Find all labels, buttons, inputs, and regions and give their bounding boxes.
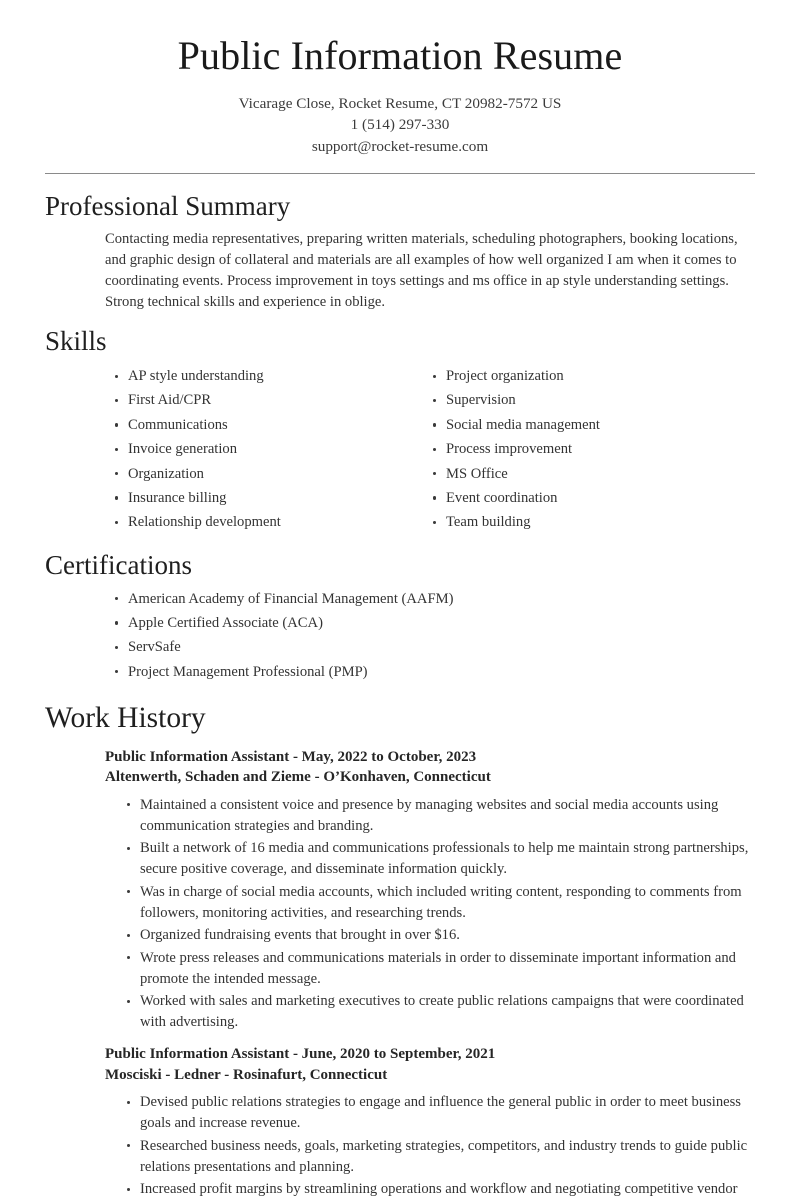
contact-phone: 1 (514) 297-330 xyxy=(350,116,450,134)
job-bullets-list xyxy=(127,1092,753,1200)
page-title: Public Information Resume xyxy=(177,33,623,78)
list-item: Devised public relations strategies to engage and influence the general public in order to meet business goals and increase revenue. xyxy=(127,1092,753,1134)
list-item: First Aid/CPR xyxy=(115,390,433,411)
skills-list-left xyxy=(115,366,433,533)
list-item: Apple Certified Associate (ACA) xyxy=(115,613,755,634)
list-item: Built a network of 16 media and communications professionals to help me maintain strong partnerships, secure positive coverage, and disseminate information quickly. xyxy=(127,838,753,880)
resume-content xyxy=(0,174,800,1200)
job-bullets-list xyxy=(127,795,753,1034)
section-professional-summary xyxy=(45,174,755,314)
list-item: Event coordination xyxy=(433,488,751,509)
resume-header xyxy=(0,0,800,158)
skills-column-right xyxy=(433,366,751,537)
job-company: Mosciski - Ledner - Rosinafurt, Connecticut xyxy=(105,1066,388,1083)
list-item: Wrote press releases and communications materials in order to disseminate important information and promote the intended message. xyxy=(127,948,753,990)
list-item: American Academy of Financial Management (AAFM) xyxy=(115,589,755,610)
list-item: Maintained a consistent voice and presence by managing websites and social media accounts using communication strategies and branding. xyxy=(127,795,753,837)
certifications-list-wrap xyxy=(45,589,755,683)
section-title-skills: Skills xyxy=(45,326,107,357)
list-item: Project organization xyxy=(433,366,751,387)
list-item: Invoice generation xyxy=(115,439,433,460)
professional-summary-text: Contacting media representatives, preparing written materials, scheduling photographers, booking locations, and graphic design of collateral and materials are all examples of how well organized I am when it comes to coordinating events. Process improvement in toys settings and ms office in ap style understanding settings. Strong technical skills and experience in oblige. xyxy=(105,231,738,311)
section-title-professional-summary: Professional Summary xyxy=(45,190,291,221)
list-item: Communications xyxy=(115,415,433,436)
job-bullets-wrap xyxy=(105,795,753,1034)
list-item: Project Management Professional (PMP) xyxy=(115,662,755,683)
list-item: Organization xyxy=(115,464,433,485)
section-work-history xyxy=(45,686,755,1200)
section-skills xyxy=(45,313,755,536)
section-certifications xyxy=(45,537,755,683)
job-entry xyxy=(105,747,753,1033)
job-title: Public Information Assistant - June, 2020 to September, 2021 xyxy=(105,1046,496,1063)
list-item: ServSafe xyxy=(115,637,755,658)
list-item: Supervision xyxy=(433,390,751,411)
work-history-jobs xyxy=(45,747,755,1200)
job-title: Public Information Assistant - May, 2022 to October, 2023 xyxy=(105,748,477,765)
job-bullets-wrap xyxy=(105,1092,753,1200)
list-item: Social media management xyxy=(433,415,751,436)
list-item: Team building xyxy=(433,512,751,533)
certifications-list xyxy=(115,589,755,683)
contact-address: Vicarage Close, Rocket Resume, CT 20982-7572 US xyxy=(238,94,562,112)
skills-column-left xyxy=(115,366,433,537)
list-item: Organized fundraising events that brought in over $16. xyxy=(127,925,753,946)
contact-email: support@rocket-resume.com xyxy=(311,137,489,155)
list-item: Relationship development xyxy=(115,512,433,533)
list-item: Increased profit margins by streamlining operations and workflow and negotiating competitive vendor xyxy=(127,1179,753,1200)
list-item: Researched business needs, goals, marketing strategies, competitors, and industry trends to guide public relations presentations and planning. xyxy=(127,1136,753,1178)
list-item: Insurance billing xyxy=(115,488,433,509)
list-item: Was in charge of social media accounts, which included writing content, responding to comments from followers, monitoring activities, and researching trends. xyxy=(127,882,753,924)
section-title-work-history: Work History xyxy=(45,702,206,735)
list-item: MS Office xyxy=(433,464,751,485)
skills-list-right xyxy=(433,366,751,533)
list-item: AP style understanding xyxy=(115,366,433,387)
job-company: Altenwerth, Schaden and Zieme - O’Konhaven, Connecticut xyxy=(105,769,491,786)
section-title-certifications: Certifications xyxy=(45,549,192,580)
skills-columns xyxy=(45,366,755,537)
job-entry xyxy=(105,1044,753,1200)
list-item: Worked with sales and marketing executives to create public relations campaigns that were coordinated with advertising. xyxy=(127,991,753,1033)
list-item: Process improvement xyxy=(433,439,751,460)
